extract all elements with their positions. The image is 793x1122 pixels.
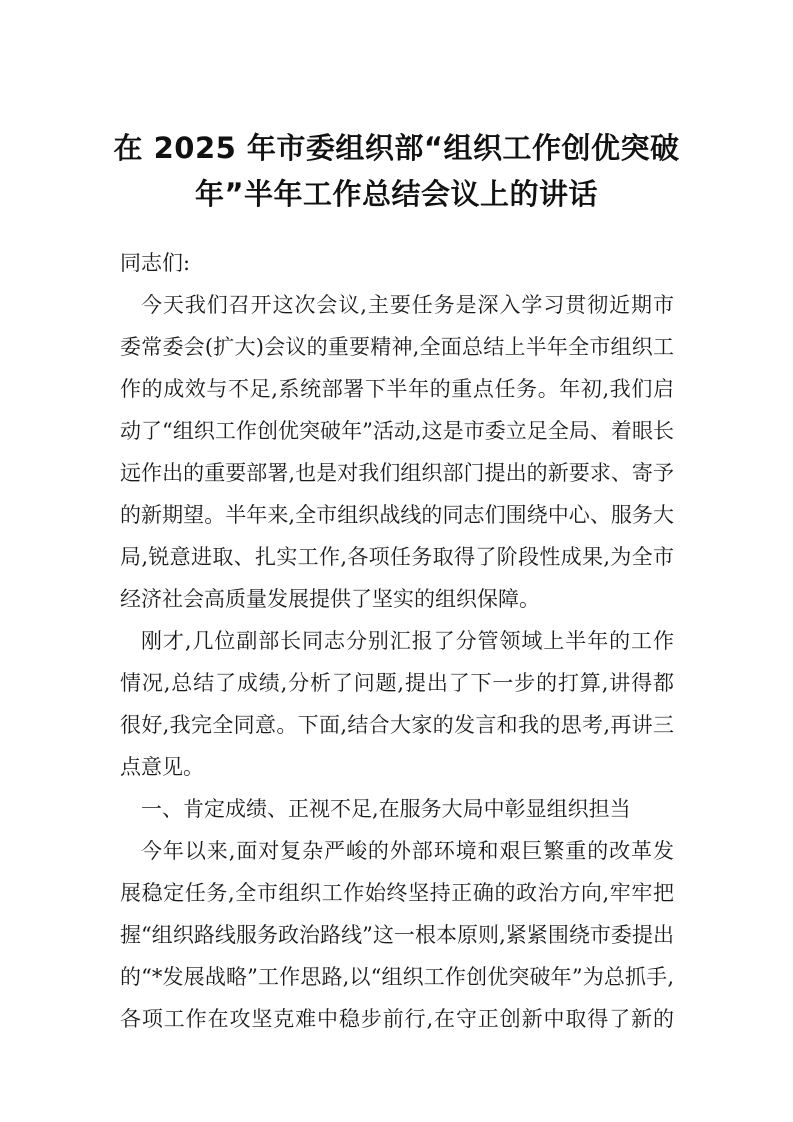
section-heading-1: 一、肯定成绩、正视不足,在服务大局中彰显组织担当 bbox=[141, 797, 631, 821]
paragraph-2-line: 很好,我完全同意。下面,结合大家的发言和我的思考,再讲三 bbox=[120, 713, 674, 737]
paragraph-3-line: 今年以来,面对复杂严峻的外部环境和艰巨繁重的改革发 bbox=[141, 839, 674, 863]
paragraph-1-line: 今天我们召开这次会议,主要任务是深入学习贯彻近期市 bbox=[141, 293, 674, 317]
paragraph-1-line: 远作出的重要部署,也是对我们组织部门提出的新要求、寄予 bbox=[120, 461, 674, 485]
paragraph-3-line: 握“组织路线服务政治路线”这一根本原则,紧紧围绕市委提出 bbox=[120, 923, 674, 947]
paragraph-3-line: 各项工作在攻坚克难中稳步前行,在守正创新中取得了新的 bbox=[120, 1007, 674, 1031]
paragraph-1-line: 委常委会(扩大)会议的重要精神,全面总结上半年全市组织工 bbox=[120, 335, 674, 359]
salutation: 同志们: bbox=[120, 251, 191, 275]
paragraph-2-line: 刚才,几位副部长同志分别汇报了分管领域上半年的工作 bbox=[141, 629, 674, 653]
document-title-line-1: 在 2025 年市委组织部“组织工作创优突破 bbox=[113, 131, 680, 165]
paragraph-1-line: 作的成效与不足,系统部署下半年的重点任务。年初,我们启 bbox=[120, 377, 674, 401]
paragraph-2-line: 情况,总结了成绩,分析了问题,提出了下一步的打算,讲得都 bbox=[120, 671, 674, 695]
paragraph-1-line: 局,锐意进取、扎实工作,各项任务取得了阶段性成果,为全市 bbox=[120, 545, 674, 569]
paragraph-2-line: 点意见。 bbox=[120, 755, 204, 779]
paragraph-1-line: 动了“组织工作创优突破年”活动,这是市委立足全局、着眼长 bbox=[120, 419, 674, 443]
document-title-line-2: 年”半年工作总结会议上的讲话 bbox=[194, 177, 599, 211]
paragraph-1-line: 的新期望。半年来,全市组织战线的同志们围绕中心、服务大 bbox=[120, 503, 674, 527]
paragraph-1-line: 经济社会高质量发展提供了坚实的组织保障。 bbox=[120, 587, 540, 611]
paragraph-3-line: 的“*发展战略”工作思路,以“组织工作创优突破年”为总抓手, bbox=[120, 965, 674, 989]
paragraph-3-line: 展稳定任务,全市组织工作始终坚持正确的政治方向,牢牢把 bbox=[120, 881, 674, 905]
